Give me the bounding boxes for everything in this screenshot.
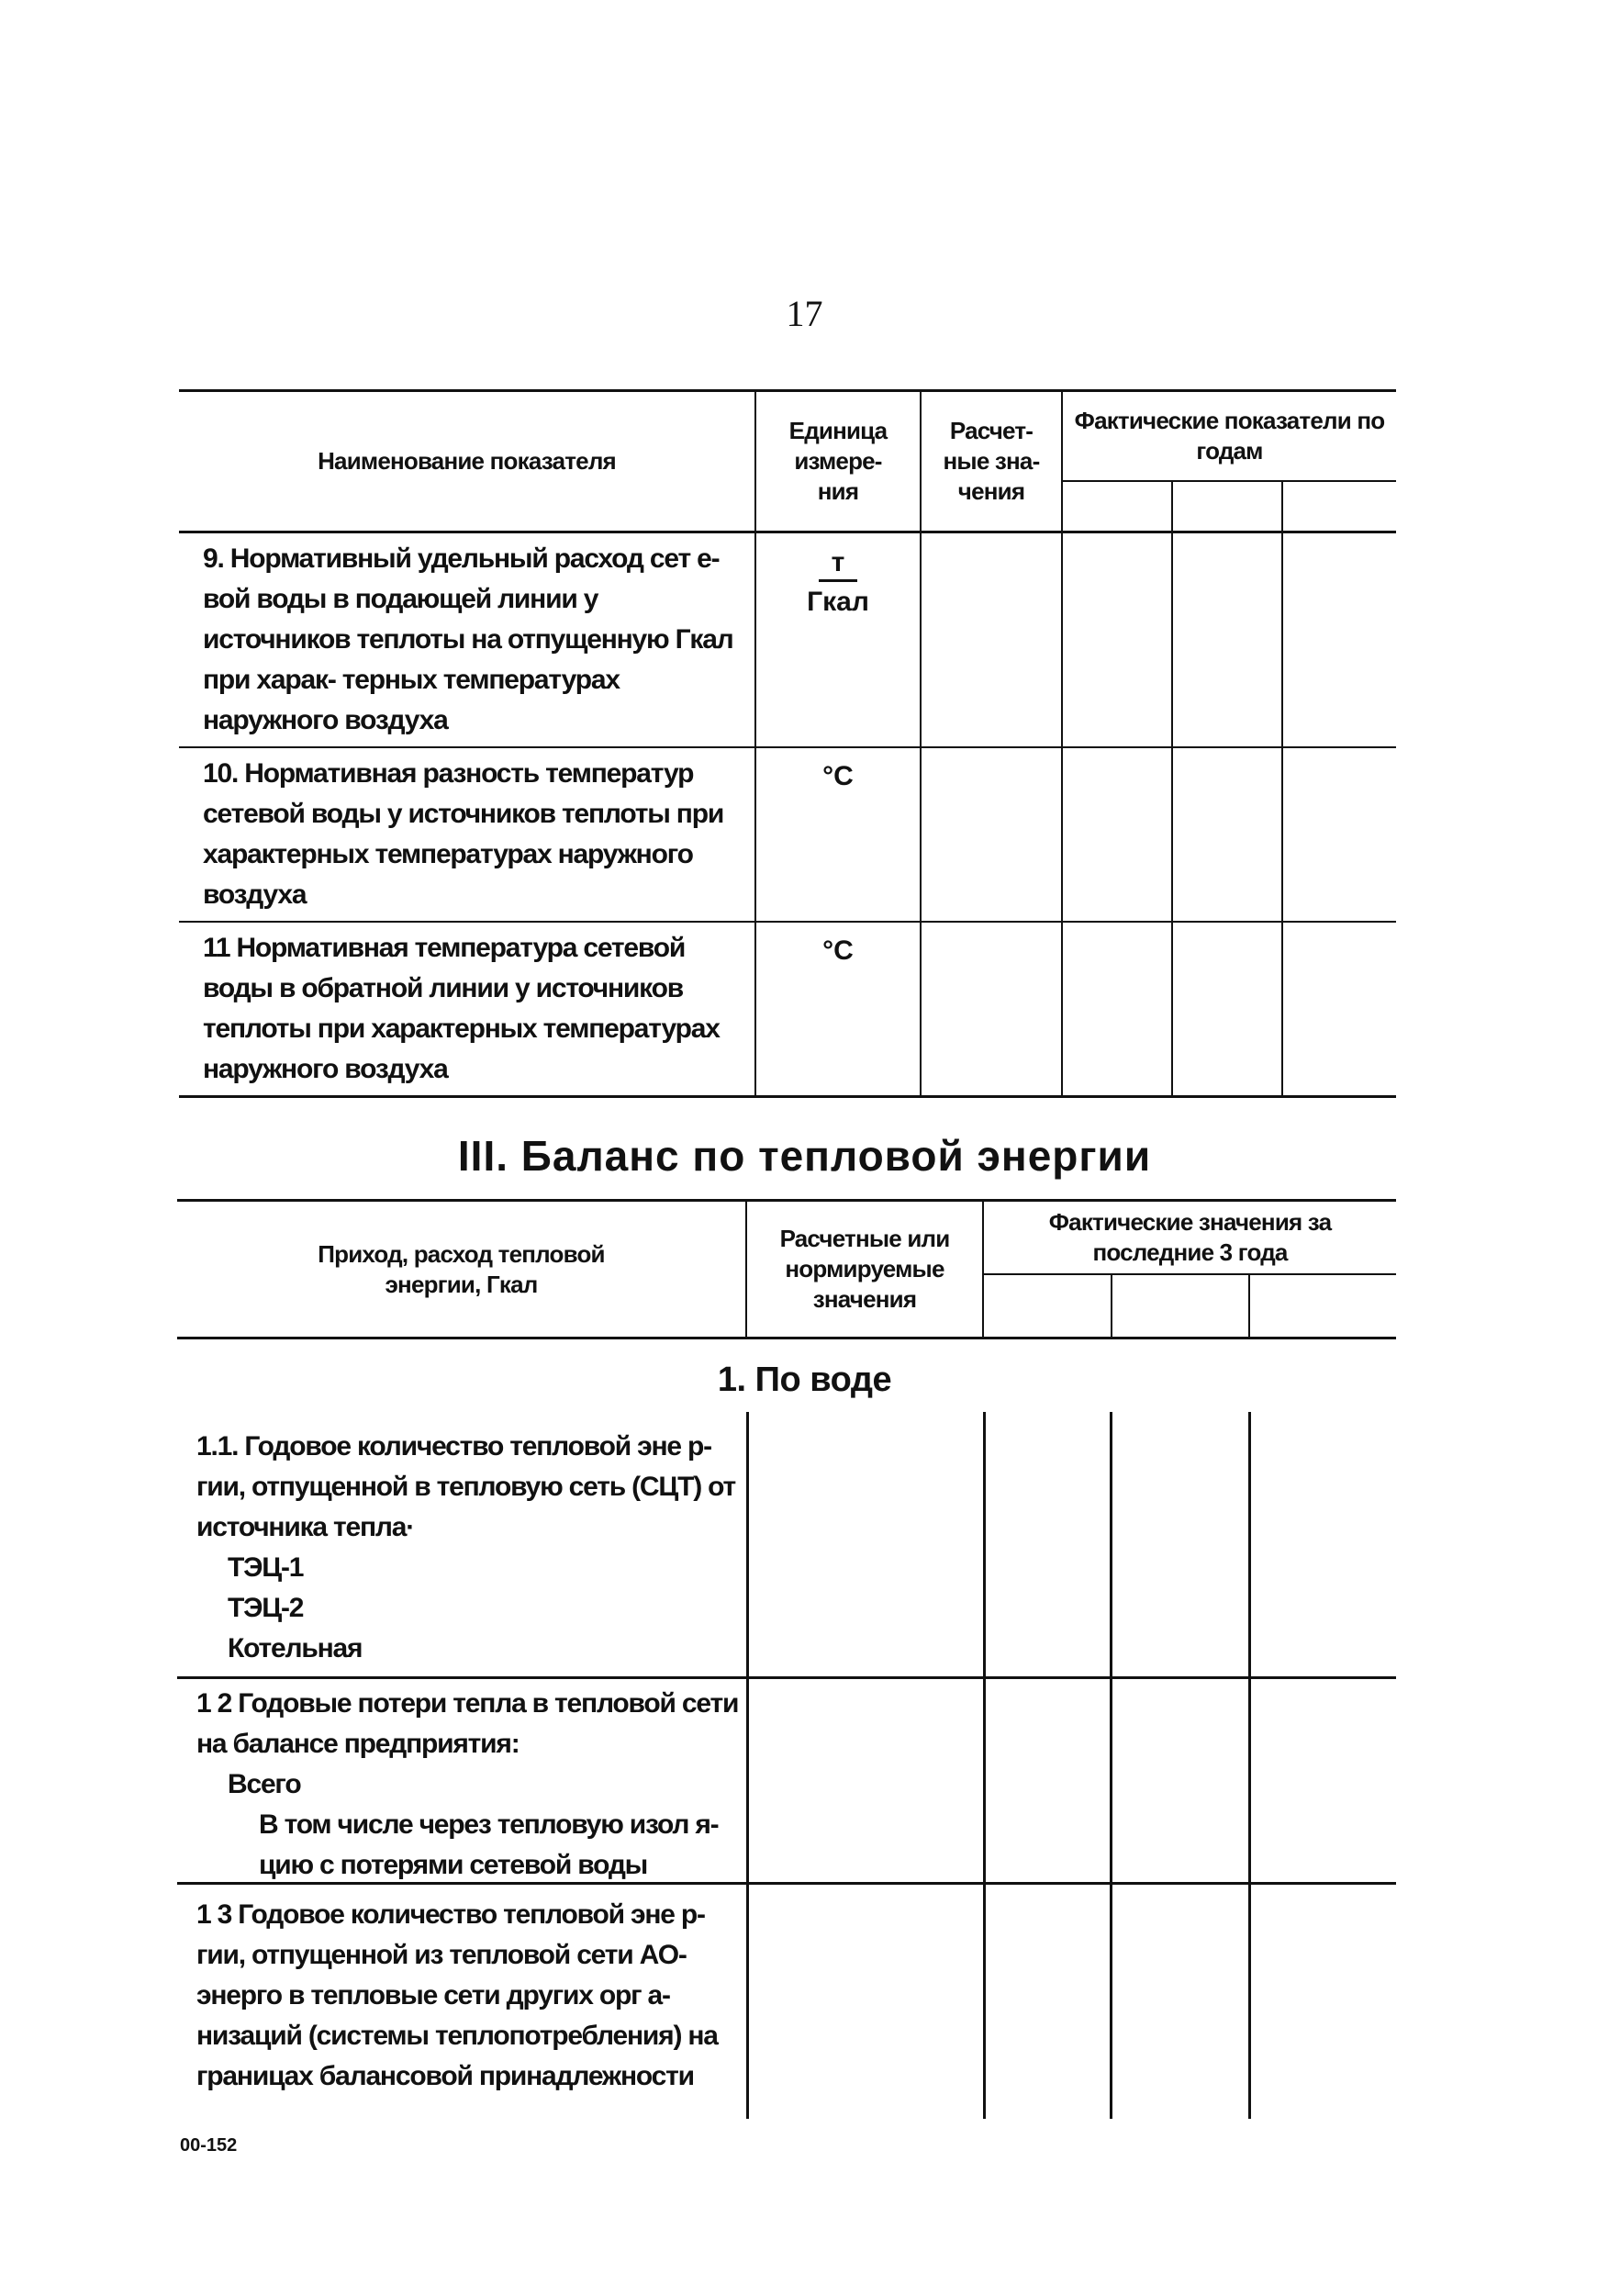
balance-item xyxy=(196,1684,747,1886)
row-unit: °C xyxy=(755,747,921,922)
item-text: 1.1. Годовое количество тепловой эне р- гии, отпущенной в тепловую сеть (СЦТ) от источника тепла· xyxy=(196,1431,735,1542)
header-fact: Фактические значения за последние 3 года xyxy=(983,1201,1396,1274)
cell-year-3 xyxy=(1282,532,1396,748)
year-col-2 xyxy=(1172,481,1282,532)
header-calc: Расчетные или нормируемые значения xyxy=(746,1201,983,1338)
table-row xyxy=(179,747,1396,922)
item-text: 1 2 Годовые потери тепла в тепловой сети на балансе предприятия: xyxy=(196,1688,739,1759)
item-text: 1 3 Годовое количество тепловой эне р- гии, отпущенной из тепловой сети АО-энерго в тепловые сети других орг а- низаций (системы теплопотребления) на границах балансовой принадлежности xyxy=(196,1899,718,2091)
table-row xyxy=(179,922,1396,1097)
row-name: 9. Нормативный удельный расход сет е- вой воды в подающей линии у источников теплоты на отпущенную Гкал при харак- терных температурах наружного воздуха xyxy=(179,532,755,748)
header-fact: Фактические показатели по годам xyxy=(1062,391,1396,481)
year-col-3 xyxy=(1282,481,1396,532)
row-unit xyxy=(755,532,921,748)
item-sub: Котельная xyxy=(228,1633,363,1663)
header-unit: Единица измере- ния xyxy=(755,391,921,532)
row-name: 10. Нормативная разность температур сетевой воды у источников теплоты при характерных температурах наружного воздуха xyxy=(179,747,755,922)
column-divider xyxy=(1248,1412,1251,2119)
page-number: 17 xyxy=(786,293,823,334)
year-col-3 xyxy=(1249,1274,1396,1338)
cell-year-2 xyxy=(1172,747,1282,922)
row-divider xyxy=(177,1676,1396,1679)
balance-item xyxy=(196,1895,747,2097)
cell-year-1 xyxy=(1062,922,1172,1097)
column-divider xyxy=(1110,1412,1112,2119)
cell-year-2 xyxy=(1172,532,1282,748)
cell-year-1 xyxy=(1062,532,1172,748)
year-col-1 xyxy=(1062,481,1172,532)
column-divider xyxy=(983,1412,986,2119)
unit-denominator: Гкал xyxy=(807,587,869,617)
section-title: III. Баланс по тепловой энергии xyxy=(457,1132,1152,1180)
item-sub: Всего xyxy=(228,1769,301,1799)
header-calc: Расчет- ные зна- чения xyxy=(921,391,1062,532)
row-name: 11 Нормативная температура сетевой воды в обратной линии у источников теплоты при характерных температурах наружного воздуха xyxy=(179,922,755,1097)
header-name: Наименование показателя xyxy=(179,391,755,532)
footer-code: 00-152 xyxy=(180,2135,238,2156)
item-sub: ТЭЦ-1 xyxy=(228,1552,304,1583)
balance-item xyxy=(196,1427,747,1669)
cell-calc xyxy=(921,532,1062,748)
cell-calc xyxy=(921,747,1062,922)
balance-table-header xyxy=(177,1199,1396,1339)
cell-calc xyxy=(921,922,1062,1097)
item-subsub: В том числе через тепловую изол я- цию с потерями сетевой воды xyxy=(259,1809,719,1880)
header-name: Приход, расход тепловой энергии, Гкал xyxy=(177,1201,746,1338)
row-unit: °C xyxy=(755,922,921,1097)
subsection-title: 1. По воде xyxy=(717,1361,892,1399)
year-col-2 xyxy=(1112,1274,1249,1338)
cell-year-3 xyxy=(1282,747,1396,922)
cell-year-2 xyxy=(1172,922,1282,1097)
unit-numerator: т xyxy=(819,546,858,582)
table-row xyxy=(179,532,1396,748)
item-sub: ТЭЦ-2 xyxy=(228,1593,304,1623)
cell-year-3 xyxy=(1282,922,1396,1097)
indicators-table xyxy=(179,389,1396,1098)
cell-year-1 xyxy=(1062,747,1172,922)
year-col-1 xyxy=(983,1274,1112,1338)
